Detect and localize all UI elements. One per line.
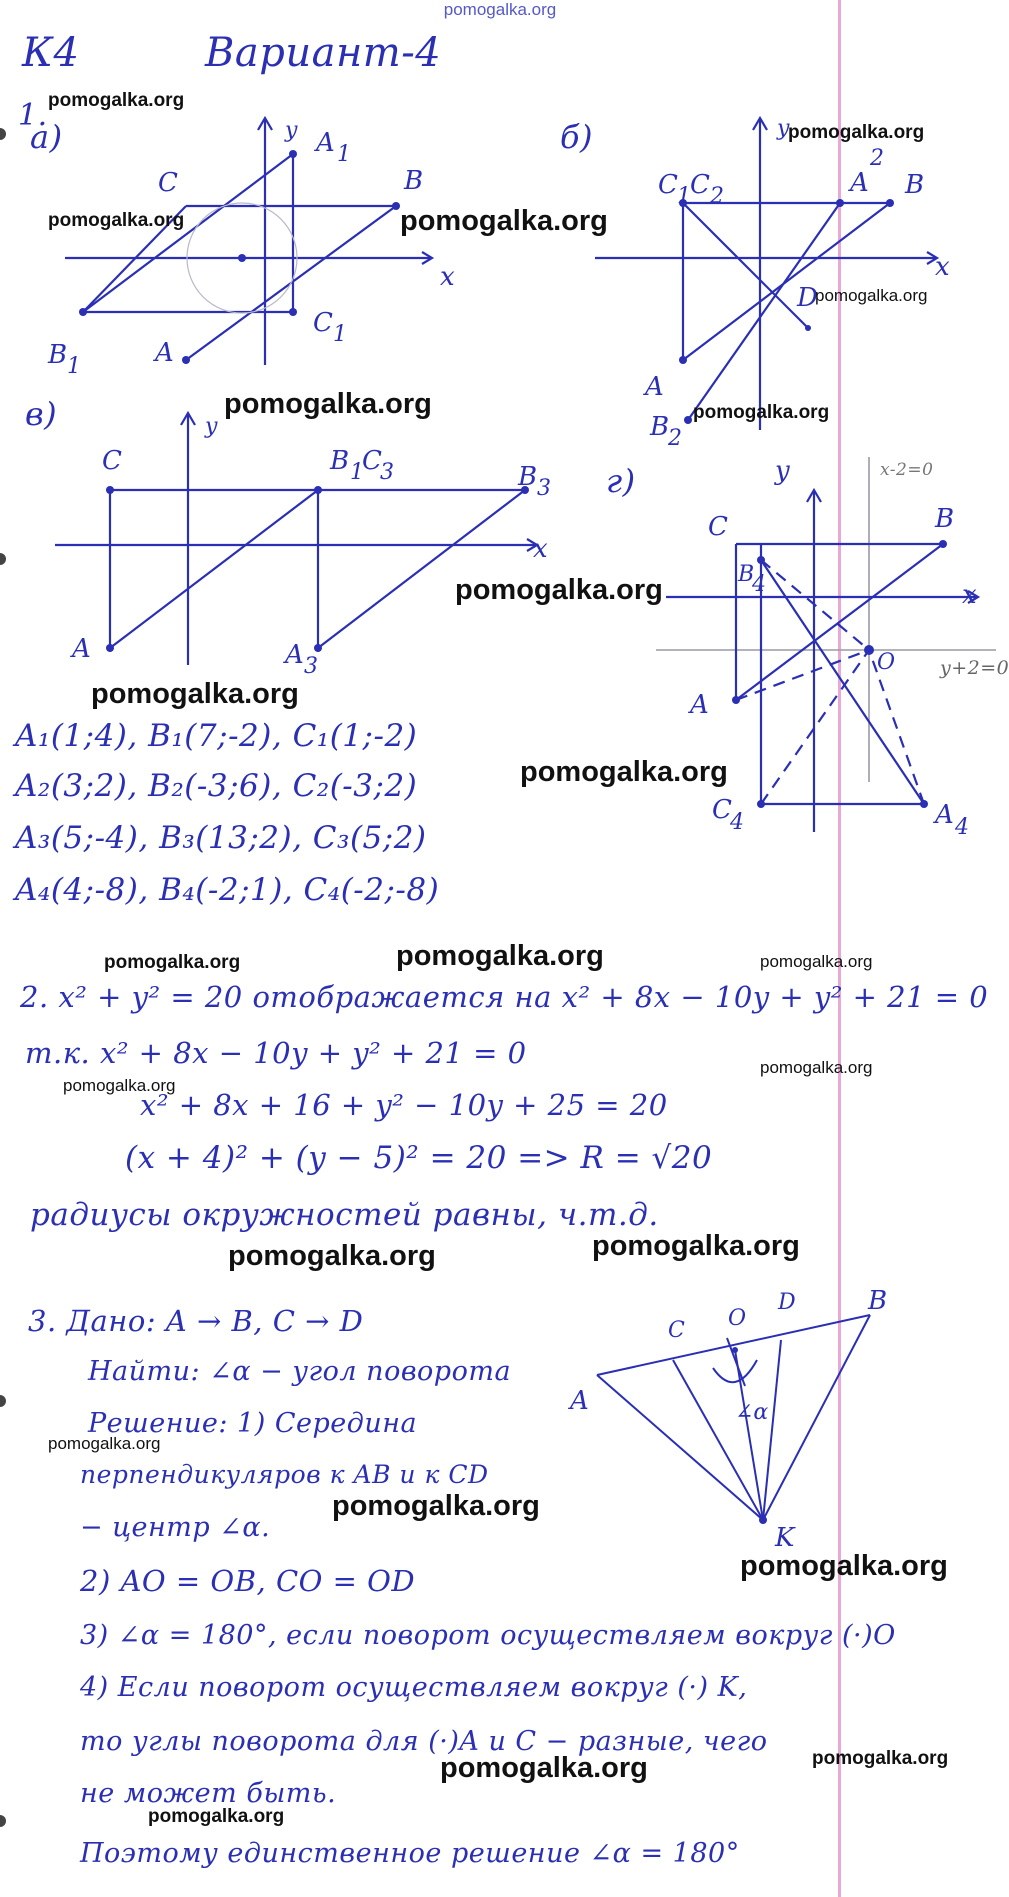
watermark: pomogalka.org: [91, 678, 299, 710]
point-b2-b-index: 2: [668, 426, 682, 451]
fig3-point-b: B: [868, 1286, 888, 1316]
figure-a: [50, 110, 500, 370]
task2-line-2: т.к. x² + 8x − 10y + y² + 21 = 0: [25, 1036, 527, 1070]
point-a3-v-index: 3: [304, 654, 318, 679]
point-b3-v: B: [518, 462, 538, 492]
axis-x-g: x: [962, 580, 977, 610]
fig3-point-c: C: [668, 1318, 685, 1343]
fig3-point-o: O: [728, 1306, 747, 1331]
point-b1-index: 1: [67, 354, 81, 379]
point-c4-g-index: 4: [730, 810, 744, 835]
coords-line-2: A₂(3;2), B₂(-3;6), C₂(-3;2): [15, 768, 418, 804]
fig3-point-d: D: [778, 1290, 796, 1315]
task3-find: Найти: ∠α − угол поворота: [88, 1356, 512, 1387]
watermark: pomogalka.org: [224, 388, 432, 420]
part-b-label: б): [560, 118, 594, 156]
binder-hole: [0, 1395, 6, 1407]
watermark: pomogalka.org: [48, 210, 185, 231]
axis-x-a: x: [440, 262, 455, 292]
binder-hole: [0, 553, 6, 565]
watermark: pomogalka.org: [48, 1434, 161, 1453]
coords-line-1: A₁(1;4), B₁(7;-2), C₁(1;-2): [15, 718, 418, 754]
point-c3-v: C: [362, 446, 382, 476]
task2-line-4: (x + 4)² + (y − 5)² = 20 => R = √20: [125, 1140, 713, 1176]
task2-line-1: 2. x² + y² = 20 отображается на x² + 8x − 10y + y² + 21 = 0: [20, 980, 989, 1014]
task3-line-7: 3) ∠α = 180°, если поворот осуществляем вокруг (·)O: [80, 1620, 896, 1651]
point-c-g: C: [708, 512, 728, 542]
point-c-v: C: [102, 446, 122, 476]
point-c1-letter: C: [313, 308, 333, 338]
point-c2-b-index: 2: [710, 184, 724, 209]
task3-line-11: Поэтому единственное решение ∠α = 180°: [80, 1838, 740, 1869]
task3-line-10: не может быть.: [80, 1778, 337, 1809]
watermark: pomogalka.org: [396, 940, 604, 972]
axis-y-b: y: [777, 116, 790, 141]
task1-number: 1.: [18, 98, 48, 133]
point-b-b: B: [905, 170, 925, 200]
watermark: pomogalka.org: [520, 756, 728, 788]
point-c-a: C: [158, 168, 178, 198]
point-b1-v-index: 1: [350, 460, 364, 485]
point-a1-letter: A: [316, 128, 335, 158]
point-a3-v: A: [285, 640, 304, 670]
watermark: pomogalka.org: [48, 90, 185, 111]
watermark: pomogalka.org: [693, 402, 830, 423]
task3-line-4: перпендикуляров к AB и к CD: [80, 1460, 489, 1489]
axis-y-a: y: [285, 118, 298, 143]
point-b3-v-index: 3: [537, 476, 551, 501]
point-a-a: A: [155, 338, 174, 368]
figure-v: [50, 410, 570, 670]
watermark: pomogalka.org: [400, 205, 608, 237]
watermark: pomogalka.org: [788, 122, 925, 143]
work-number: К4: [22, 30, 80, 76]
line-x-minus-2: x-2=0: [880, 460, 934, 480]
task3-solution: Решение: 1) Середина: [88, 1408, 418, 1439]
watermark: pomogalka.org: [815, 286, 928, 305]
binder-hole: [0, 1815, 6, 1827]
watermark: pomogalka.org: [148, 1806, 285, 1827]
fig3-point-k: K: [775, 1523, 795, 1553]
task3-line-9: то углы поворота для (·)A и C − разные, чего: [80, 1726, 768, 1757]
point-b1-v: B: [330, 446, 350, 476]
task3-line-6: 2) AO = OB, CO = OD: [80, 1564, 416, 1598]
axis-x-v: x: [533, 534, 548, 564]
point-b4-g-index: 4: [752, 572, 766, 597]
fig3-point-a: A: [570, 1386, 589, 1416]
watermark: pomogalka.org: [332, 1490, 540, 1522]
watermark: pomogalka.org: [440, 1752, 648, 1784]
task2-line-3: x² + 8x + 16 + y² − 10y + 25 = 20: [140, 1088, 668, 1122]
task3-line-8: 4) Если поворот осуществляем вокруг (·) K,: [80, 1672, 748, 1703]
point-a1-index: 1: [337, 142, 351, 167]
part-v-label: в): [25, 395, 58, 433]
point-c1-b-index: 1: [677, 184, 691, 209]
axis-x-b: x: [935, 252, 950, 282]
point-c2-b: C: [690, 170, 710, 200]
watermark: pomogalka.org: [760, 1058, 873, 1077]
line-y-plus-2: y+2=0: [940, 657, 1009, 679]
point-c3-v-index: 3: [380, 460, 394, 485]
point-a2-b-index: 2: [870, 146, 884, 171]
point-a-b: A: [645, 372, 664, 402]
point-a-v: A: [72, 634, 91, 664]
point-o-g: O: [877, 650, 896, 675]
part-g-label: г): [606, 462, 636, 500]
top-watermark: pomogalka.org: [443, 0, 557, 19]
point-b4-g: B: [738, 562, 755, 587]
coords-line-4: A₄(4;-8), B₄(-2;1), C₄(-2;-8): [15, 872, 440, 908]
axis-y-g: y: [775, 456, 790, 486]
point-a4-g-index: 4: [955, 815, 969, 840]
variant-title: Вариант-4: [205, 30, 442, 76]
watermark: pomogalka.org: [812, 1748, 949, 1769]
point-d-b: D: [797, 283, 818, 313]
point-b-g: B: [935, 504, 955, 534]
part-a-label: а): [30, 118, 63, 156]
task3-given: 3. Дано: A → B, C → D: [28, 1304, 364, 1338]
point-b2-b: B: [650, 412, 670, 442]
watermark: pomogalka.org: [228, 1240, 436, 1272]
point-b1-letter: B: [48, 340, 68, 370]
watermark: pomogalka.org: [760, 952, 873, 971]
watermark: pomogalka.org: [104, 952, 241, 973]
point-c1-index: 1: [333, 322, 347, 347]
coords-line-3: A₃(5;-4), B₃(13;2), C₃(5;2): [15, 820, 427, 856]
watermark: pomogalka.org: [455, 574, 663, 606]
task2-line-5: радиусы окружностей равны, ч.т.д.: [30, 1197, 659, 1233]
watermark: pomogalka.org: [63, 1076, 176, 1095]
fig3-angle: ∠α: [735, 1400, 769, 1425]
point-a2-b: A: [850, 168, 869, 198]
point-a4-g: A: [935, 800, 954, 830]
watermark: pomogalka.org: [740, 1550, 948, 1582]
point-a-g: A: [690, 690, 709, 720]
task3-line-5: − центр ∠α.: [80, 1512, 271, 1543]
figure-b: [590, 110, 950, 440]
point-c1-b: C: [658, 170, 678, 200]
binder-hole: [0, 128, 6, 140]
watermark: pomogalka.org: [592, 1230, 800, 1262]
axis-y-v: y: [205, 414, 218, 439]
point-b-a: B: [404, 166, 424, 196]
point-c4-g: C: [712, 795, 732, 825]
